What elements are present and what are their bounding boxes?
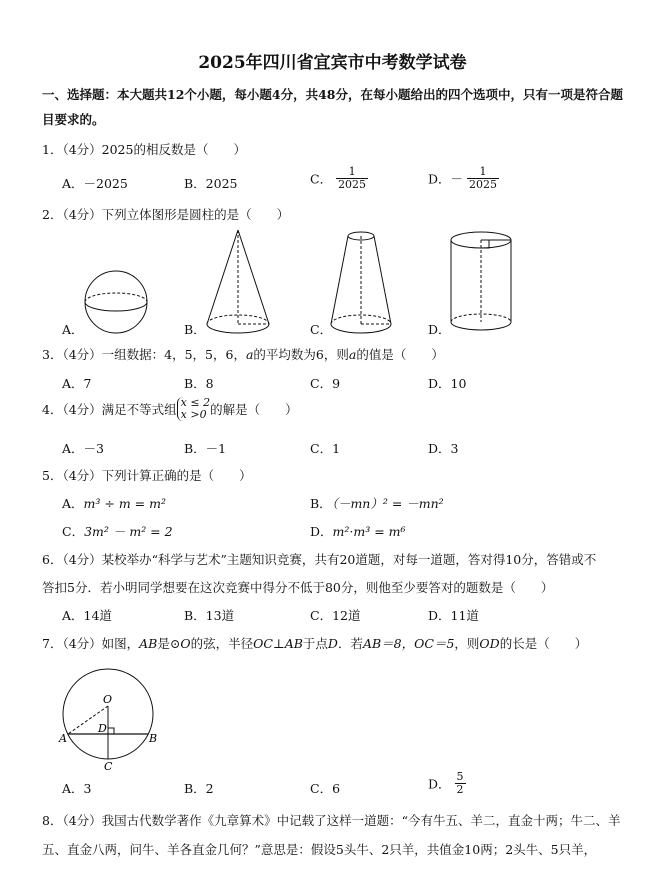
q6-option-a: A．14道 [62,608,112,623]
question-5-stem: 5．（4分）下列计算正确的是（ ） [42,468,252,483]
q6-option-b: B．13道 [184,608,235,623]
q7-d: D [327,636,338,651]
question-3-stem [42,345,444,363]
q3-var-a: a [245,347,254,362]
q6-option-c: C．12道 [310,608,361,623]
frustum-icon [328,228,394,338]
q7-post: 的长是（ ） [499,636,588,651]
circle-chord-diagram [58,660,168,772]
q7-option-b: B．2 [184,781,214,796]
q4-inequality-system [177,397,210,421]
q2-option-c: C． [310,322,333,337]
question-4-stem [42,397,298,421]
q4-inequality-2: x >0 [180,408,207,421]
q4-stem-pre: 4．（4分）满足不等式组 [42,402,177,417]
q5-option-d-expr: m²·m³ = m⁶ [332,524,406,539]
diagram-label-a: A [59,732,67,745]
sphere-icon [82,268,150,336]
q5-option-d-label: D． [310,524,333,539]
q7-option-a: A．3 [62,781,92,796]
q5-option-b-expr: （－mn）² = －mn² [331,496,444,511]
q5-option-c-expr: 3m² － m² = 2 [84,524,173,539]
q7-stem-pre: 7．（4分）如图， [42,636,140,651]
q1-option-a: A．－2025 [62,176,128,191]
q7-oc-perp-ab: OC⊥AB [253,636,303,651]
q1-option-c-denominator: 2025 [338,178,367,191]
q3-var-a-2: a [348,347,357,362]
q7-option-d-label: D． [428,776,451,792]
q4-option-d: D．3 [428,441,459,456]
q7-mid-5: ，则 [454,636,480,651]
question-1-stem: 1．（4分）2025的相反数是（ ） [42,142,246,157]
q3-option-c: C．9 [310,376,341,391]
q3-option-b: B．8 [184,376,214,391]
diagram-label-c: C [104,760,113,772]
q1-option-d-fraction [467,166,499,191]
q2-option-d: D． [428,322,451,337]
q1-option-c-label: C． [310,171,333,187]
question-2-stem: 2．（4分）下列立体图形是圆柱的是（ ） [42,207,290,222]
q2-option-b: B． [184,322,206,337]
q3-option-a: A．7 [62,376,92,391]
q7-mid-3: 于点 [302,636,328,651]
question-6-line-1: 6．（4分）某校举办“科学与艺术”主题知识竞赛，共有20道题，对每一道题，答对得10分，答错或不 [42,552,597,567]
q7-option-d-numerator: 5 [456,770,464,783]
diagram-label-o: O [103,693,113,706]
q7-option-d-denominator: 2 [456,783,464,796]
page-title: 2025年四川省宜宾市中考数学试卷 [198,53,467,73]
q7-ab: AB [139,636,158,651]
q4-option-b: B．－1 [184,441,227,456]
section-heading: 一、选择题：本大题共12个小题，每小题4分，共48分，在每小题给出的四个选项中，只有一项是符合题目要求的。 [42,87,623,127]
q5-option-b-label: B． [310,496,332,511]
q4-stem-post: 的解是（ ） [210,402,298,417]
q5-option-a-expr: m³ ÷ m = m² [83,496,166,511]
q3-stem-mid: 的平均数为6，则 [253,347,349,362]
q1-option-d-numerator: 1 [467,166,499,179]
diagram-label-d: D [98,722,107,735]
q3-option-d: D．10 [428,376,467,391]
q1-option-c [310,166,368,191]
question-8-line-1: 8．（4分）我国古代数学著作《九章算术》中记载了这样一道题：“今有牛五、羊二，直金十两；牛二、羊 [42,813,621,828]
q5-option-c [62,522,173,540]
q7-option-d [428,771,466,796]
q7-mid-1: 是⊙ [157,636,181,651]
q5-option-c-label: C． [62,524,85,539]
question-6-line-2: 答扣5分．若小明同学想要在这次竞赛中得分不低于80分，则他至少要答对的题数是（ ） [42,580,554,595]
q7-mid-2: 的弦，半径 [190,636,254,651]
cylinder-icon [448,230,514,334]
q5-option-d [310,522,406,540]
q4-option-a: A．－3 [62,441,104,456]
q5-option-a [62,494,166,512]
q4-option-c: C．1 [310,441,341,456]
diagram-label-b: B [149,732,158,745]
question-8-line-2: 五、直金八两，问牛、羊各直金几何？”意思是：假设5头牛、2只羊，共值金10两；2头牛、5只羊， [42,842,597,857]
question-7-stem [42,634,587,652]
q5-option-b [310,494,444,512]
q1-option-b: B．2025 [184,176,238,191]
q1-option-c-fraction [336,166,368,191]
q1-option-d-label: D．－ [428,171,464,187]
q7-mid-4: ．若 [337,636,363,651]
q1-option-d [428,166,499,191]
q5-option-a-label: A． [62,496,84,511]
q7-od: OD [479,636,500,651]
q7-ab-oc-values: AB＝8，OC＝5 [362,636,455,651]
cone-icon [204,228,272,338]
q4-inequality-1: x ≤ 2 [180,396,211,409]
q7-option-c: C．6 [310,781,341,796]
q6-option-d: D．11道 [428,608,479,623]
q3-stem-post: 的值是（ ） [356,347,444,362]
q3-stem-pre: 3．（4分）一组数据：4，5，5，6， [42,347,246,362]
q2-option-a: A． [62,322,84,337]
q7-option-d-fraction [455,771,466,796]
q1-option-c-numerator: 1 [336,166,368,179]
q1-option-d-denominator: 2025 [469,178,498,191]
q7-o: O [180,636,191,651]
